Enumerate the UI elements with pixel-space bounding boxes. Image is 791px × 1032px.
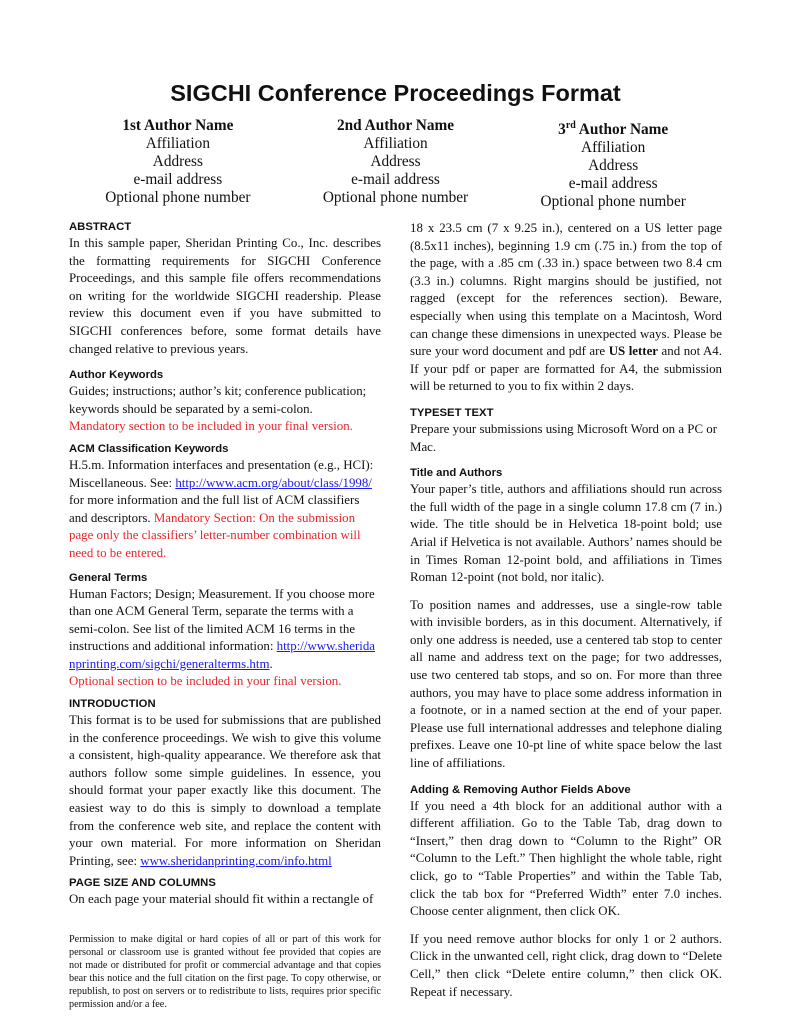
typeset-heading: TYPESET TEXT: [410, 406, 494, 419]
intro-text: This format is to be used for submissions that are published in the conference proceedings. We wish to give this volume a consistent, high-quality appearance. We therefore ask that authors follow some simple guidelines. In essence, you should format your paper exactly like this document. The easiest way to do this is simply to download a template from the conference web site, and replace the content with your own material. For more information on Sheridan Printing, see:: [69, 713, 381, 868]
author-name: 1st Author Name: [122, 117, 234, 134]
acm-text-cont: for more information and the full list of ACM classifiers and descriptors.: [69, 493, 360, 525]
intro-heading: INTRODUCTION: [69, 698, 156, 711]
keywords-note: Mandatory section to be included in your final version.: [69, 419, 353, 434]
author-address: Address: [588, 157, 639, 175]
abstract-heading: ABSTRACT: [69, 221, 132, 233]
terms-link[interactable]: http://www.sheridanprinting.com/sigchi/generalterms.htm: [69, 639, 375, 671]
abstract-text: In this sample paper, Sheridan Printing Co., Inc. describes the formatting requirements for SIGCHI Conference Proceedings, and this sample file offers recommendations on writing for the worldwide SIGCHI readership. Please review this document even if you have submitted to SIGCHI conferences before, some format details have changed relative to previous years.: [69, 236, 381, 356]
author-name: [504, 117, 722, 139]
terms-heading: General Terms: [69, 571, 148, 584]
author-affiliation: Affiliation: [581, 139, 646, 157]
author-1: [69, 117, 287, 211]
page-size-cont-text2: and not A4. If your pdf or paper are formatted for A4, the submission will be returned to you to fix within 2 days.: [410, 344, 722, 394]
author-2: [287, 117, 505, 211]
terms-dot: .: [269, 656, 273, 671]
acm-note: Mandatory Section: On the submission page only the classifiers’ letter-number combination will need to be entered.: [69, 510, 361, 560]
author-3: [504, 117, 722, 211]
page-size-cont: [410, 220, 722, 396]
author-block: [69, 117, 722, 211]
terms-note: Optional section to be included in your final version.: [69, 674, 342, 689]
page-size-text: On each page your material should fit within a rectangle of: [69, 892, 374, 907]
add-remove-text: If you need a 4th block for an additional author with a different affiliation. Go to the Table Tab, drag down to “Insert,” then drag down to “Column to the Right” OR “Column to the Left.” Then highlight the whole table, right click, go to “Table Properties” and within the Table Tab, click the tab box for “Preferred Width” enter 7.0 inches. Choose center alignment, then click OK.: [410, 798, 722, 919]
author-affiliation: Affiliation: [145, 135, 210, 152]
title-authors-text-2: To position names and addresses, use a single-row table with invisible borders, as in this document. Alternatively, if only one address is needed, use a centered tab stop to center all name and address text on the page; for two addresses, use two centered tab stops, and so on. For more than three authors, you may have to place some address information in a footnote, or in a named section at the end of your paper. Please use full international addresses and telephone dialing prefixes. Leave one 10-pt line of white space below the last line of affiliations.: [410, 597, 722, 771]
author-email: e-mail address: [133, 171, 223, 188]
left-column: [69, 220, 381, 1032]
page-size-heading: PAGE SIZE AND COLUMNS: [69, 877, 216, 890]
page-size-cont-text: 18 x 23.5 cm (7 x 9.25 in.), centered on a US letter page (8.5x11 inches), beginning 1.9 cm (.75 in.) from the top of the page, with a .85 cm (.33 in.) space between two 8.4 cm (3.3 in.) columns. Right margins should be justified, not ragged (except for the references section). Beware, especially when using this template on a Macintosh, Word can change these dimensions in unexpected ways. Please be sure your word document and pdf are: [410, 221, 722, 359]
author-address: Address: [152, 153, 203, 170]
title-authors-heading: Title and Authors: [410, 467, 503, 480]
permission-notice: Permission to make digital or hard copies of all or part of this work for personal or classroom use is granted without fee provided that copies are not made or distributed for profit or commercial advantage and that copies bear this notice and the full citation on the first page. To copy otherwise, or republish, to post on servers or to redistribute to lists, requires prior specific permission and/or a fee.: [69, 934, 381, 1011]
keywords-text: Guides; instructions; author’s kit; conference publication; keywords should be separated by a semi-colon.: [69, 384, 367, 416]
author-phone: Optional phone number: [105, 189, 251, 206]
right-column: [410, 220, 722, 1007]
intro-link[interactable]: www.sheridanprinting.com/info.html: [140, 853, 332, 868]
author-name-text: Author Name: [575, 121, 669, 139]
keywords-section: [69, 383, 381, 436]
author-ordinal: 3: [558, 121, 566, 139]
us-letter-bold: US letter: [608, 344, 659, 359]
title-authors-text: Your paper’s title, authors and affiliations should run across the full width of the page in a single column 17.8 cm (7 in.) wide. The title should be in Helvetica 18-point bold; use Arial if Helvetica is not available. Authors’ names should be in Times Roman 12-point bold, and affiliations in Times Roman 12-point (not bold, nor italic).: [410, 482, 722, 585]
author-email: e-mail address: [351, 171, 440, 188]
acm-heading: ACM Classification Keywords: [69, 442, 229, 455]
add-remove-text-2: If you need remove author blocks for only 1 or 2 authors. Click in the unwanted cell, right click, drag down to “Delete Cell,” then click “Delete entire column,” then click OK. Repeat if necessary.: [410, 931, 722, 999]
author-phone: Optional phone number: [322, 189, 469, 206]
terms-text: Human Factors; Design; Measurement. If you choose more than one ACM General Term, separate the terms with a semi-colon. See list of the limited ACM 16 terms in the instructions and additional information:: [69, 586, 375, 654]
acm-link[interactable]: http://www.acm.org/about/class/1998/: [175, 475, 372, 490]
add-remove-heading: Adding & Removing Author Fields Above: [410, 783, 631, 796]
paper-title: SIGCHI Conference Proceedings Format: [170, 80, 621, 106]
author-ordinal-suffix: rd: [565, 120, 576, 131]
keywords-heading: Author Keywords: [69, 369, 164, 382]
author-email: e-mail address: [568, 175, 658, 193]
typeset-text: Prepare your submissions using Microsoft Word on a PC or Mac.: [410, 421, 718, 454]
author-address: Address: [370, 153, 421, 170]
acm-text: H.5.m. Information interfaces and presentation (e.g., HCI): Miscellaneous. See:: [69, 457, 374, 490]
acm-section: [69, 457, 381, 563]
intro-section: [69, 712, 381, 870]
author-name: 2nd Author Name: [337, 117, 455, 134]
author-affiliation: Affiliation: [363, 135, 428, 152]
terms-section: [69, 586, 381, 692]
author-phone: Optional phone number: [540, 193, 686, 211]
